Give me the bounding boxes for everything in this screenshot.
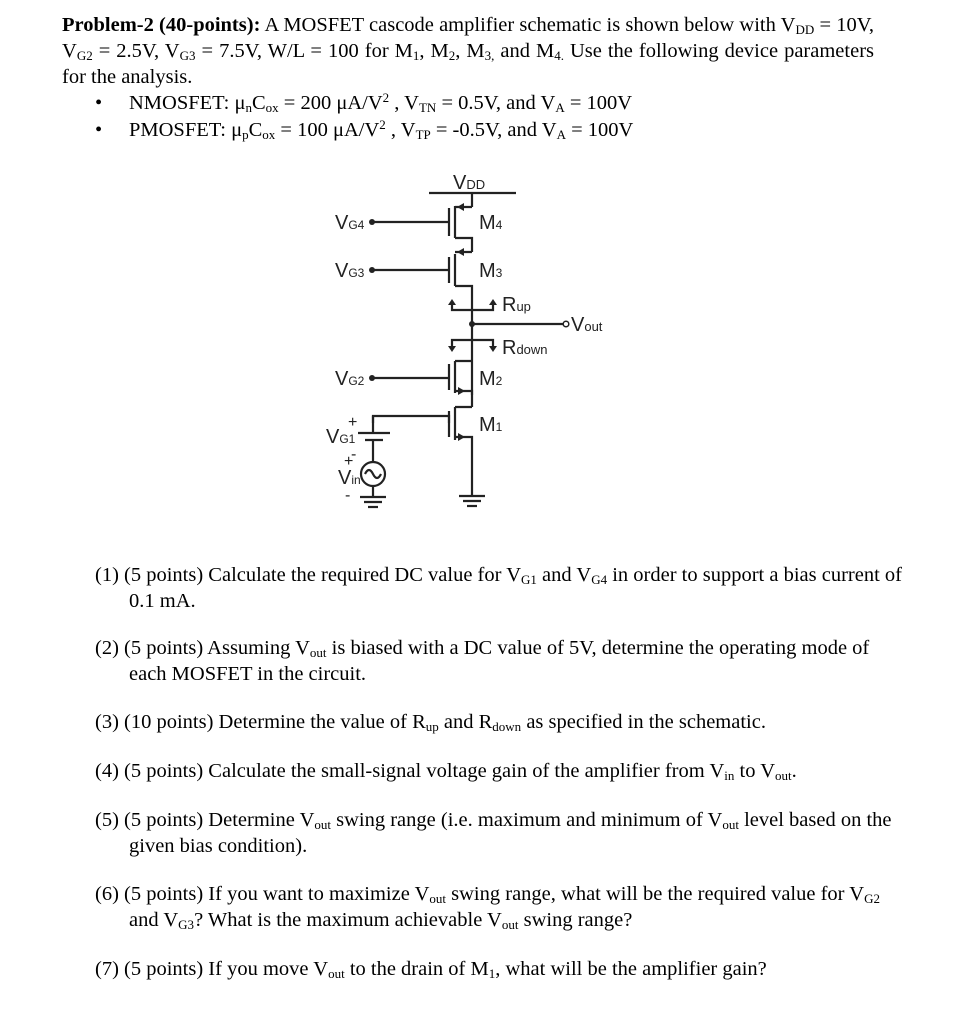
vg3-label: VG3 xyxy=(335,260,365,282)
text: as specified in the schematic. xyxy=(521,711,766,733)
text: = 100 μA/V xyxy=(275,119,380,141)
sub: 2 xyxy=(448,48,456,63)
sub: TP xyxy=(415,127,431,142)
m2-source-arrow xyxy=(458,387,465,395)
vg1-label: VG1 xyxy=(326,426,356,448)
vg3-terminal xyxy=(369,267,375,273)
sub: ox xyxy=(262,127,276,142)
m1-label: M1 xyxy=(479,414,503,436)
text: = 100V xyxy=(564,92,633,114)
m1-source-arrow xyxy=(458,433,465,441)
text: = 7.5V, W/L = 100 for M xyxy=(195,40,413,62)
rup-label: Rup xyxy=(502,294,531,316)
vin-plus: + xyxy=(344,453,354,470)
vg4-terminal xyxy=(369,219,375,225)
rdown-label: Rdown xyxy=(502,337,548,359)
vout-node xyxy=(469,321,475,327)
question-5 xyxy=(95,807,909,859)
m2-label: M2 xyxy=(479,368,503,390)
text: to V xyxy=(734,760,776,782)
sub: out xyxy=(314,817,331,832)
vg1-minus: - xyxy=(351,446,357,463)
text: A MOSFET cascode amplifier schematic is shown below with V xyxy=(264,14,796,36)
text: , V xyxy=(385,119,416,141)
sub: 1 xyxy=(488,966,496,981)
text: C xyxy=(251,92,266,114)
text: and R xyxy=(438,711,493,733)
problem-title: Problem-2 (40-points): xyxy=(62,14,261,36)
rdown-arrow-left xyxy=(448,346,456,352)
rdown-arrow-right xyxy=(489,346,497,352)
text: level based on the given bias condition). xyxy=(129,809,892,857)
vout-terminal xyxy=(563,321,569,327)
sub: A xyxy=(556,127,566,142)
text: to the drain of M xyxy=(344,958,489,980)
text: swing range? xyxy=(518,909,633,931)
sub: ox xyxy=(265,100,279,115)
vout-label: Vout xyxy=(571,314,603,336)
sub: up xyxy=(425,719,439,734)
sub: out xyxy=(722,817,739,832)
text: NMOSFET: μ xyxy=(129,92,246,114)
text: (5) (5 points) Determine V xyxy=(95,809,315,831)
sub: DD xyxy=(795,22,815,37)
text: Use the following device parameters for the analysis. xyxy=(62,40,874,88)
sub: G3 xyxy=(179,48,196,63)
question-1 xyxy=(95,562,909,614)
vin-minus: - xyxy=(345,487,351,504)
bullet-dot: • xyxy=(95,119,103,141)
sub: G2 xyxy=(76,48,93,63)
sub: out xyxy=(501,917,519,932)
sub: in xyxy=(724,768,735,783)
rup-arrow-left xyxy=(448,299,456,305)
vg1-plus: + xyxy=(348,414,358,431)
sub: G3 xyxy=(178,917,195,932)
text: = 200 μA/V xyxy=(278,92,383,114)
m4-label: M4 xyxy=(479,212,503,234)
sub: 1 xyxy=(412,48,420,63)
sub: p xyxy=(242,127,249,142)
text: = 2.5V, V xyxy=(92,40,180,62)
text: (2) (5 points) Assuming V xyxy=(95,637,310,659)
sub: G1 xyxy=(521,572,537,587)
vin-label: Vin xyxy=(338,467,361,489)
text: and V xyxy=(129,909,179,931)
arrows xyxy=(369,203,497,441)
sub: 3, xyxy=(484,48,495,63)
question-7 xyxy=(95,956,909,982)
text: swing range (i.e. maximum and minimum of V xyxy=(331,809,723,831)
sub: TN xyxy=(418,100,437,115)
m3-label: M3 xyxy=(479,260,503,282)
text: , what will be the amplifier gain? xyxy=(495,958,767,980)
text: , V xyxy=(389,92,419,114)
sub: A xyxy=(555,100,565,115)
text: = 10V, V xyxy=(62,14,874,62)
question-6 xyxy=(95,881,909,933)
sub: out xyxy=(309,645,327,660)
text: (4) (5 points) Calculate the small-signal voltage gain of the amplifier from V xyxy=(95,760,725,782)
text: (3) (10 points) Determine the value of R xyxy=(95,711,426,733)
sub: out xyxy=(775,768,792,783)
question-4 xyxy=(95,758,909,784)
text: = 0.5V, and V xyxy=(436,92,556,114)
text: . xyxy=(791,760,797,782)
text: (1) (5 points) Calculate the required DC value for V xyxy=(95,564,522,586)
text: and V xyxy=(536,564,592,586)
text: = 100V xyxy=(565,119,634,141)
m4-source-arrow xyxy=(457,203,464,211)
text: PMOSFET: μ xyxy=(129,119,243,141)
vg2-terminal xyxy=(369,375,375,381)
rup-arrow-right xyxy=(489,299,497,305)
text: ? What is the maximum achievable V xyxy=(194,909,502,931)
sub: G4 xyxy=(591,572,608,587)
sup: 2 xyxy=(382,90,390,105)
text: is biased with a DC value of 5V, determine the operating mode of each MOSFET in the circuit. xyxy=(129,637,870,685)
text: = -0.5V, and V xyxy=(430,119,557,141)
sub: G2 xyxy=(864,891,880,906)
text: (7) (5 points) If you move V xyxy=(95,958,329,980)
vdd-label: VDD xyxy=(453,172,486,194)
sub: n xyxy=(245,100,252,115)
text: , M xyxy=(419,40,449,62)
sub: down xyxy=(492,719,522,734)
text: and M xyxy=(494,40,555,62)
sub: 4. xyxy=(554,48,564,63)
question-2 xyxy=(95,635,909,687)
text: in order to support a bias current of 0.1 mA. xyxy=(129,564,902,612)
vg4-label: VG4 xyxy=(335,212,365,234)
vg2-label: VG2 xyxy=(335,368,365,390)
text: swing range, what will be the required value for V xyxy=(446,883,865,905)
sub: out xyxy=(328,966,345,981)
m3-source-arrow xyxy=(457,248,464,256)
sup: 2 xyxy=(379,117,386,132)
question-3 xyxy=(95,709,909,735)
text: (6) (5 points) If you want to maximize V xyxy=(95,883,430,905)
sub: out xyxy=(429,891,447,906)
bullet-dot: • xyxy=(95,92,103,114)
text: C xyxy=(248,119,263,141)
text: , M xyxy=(455,40,485,62)
